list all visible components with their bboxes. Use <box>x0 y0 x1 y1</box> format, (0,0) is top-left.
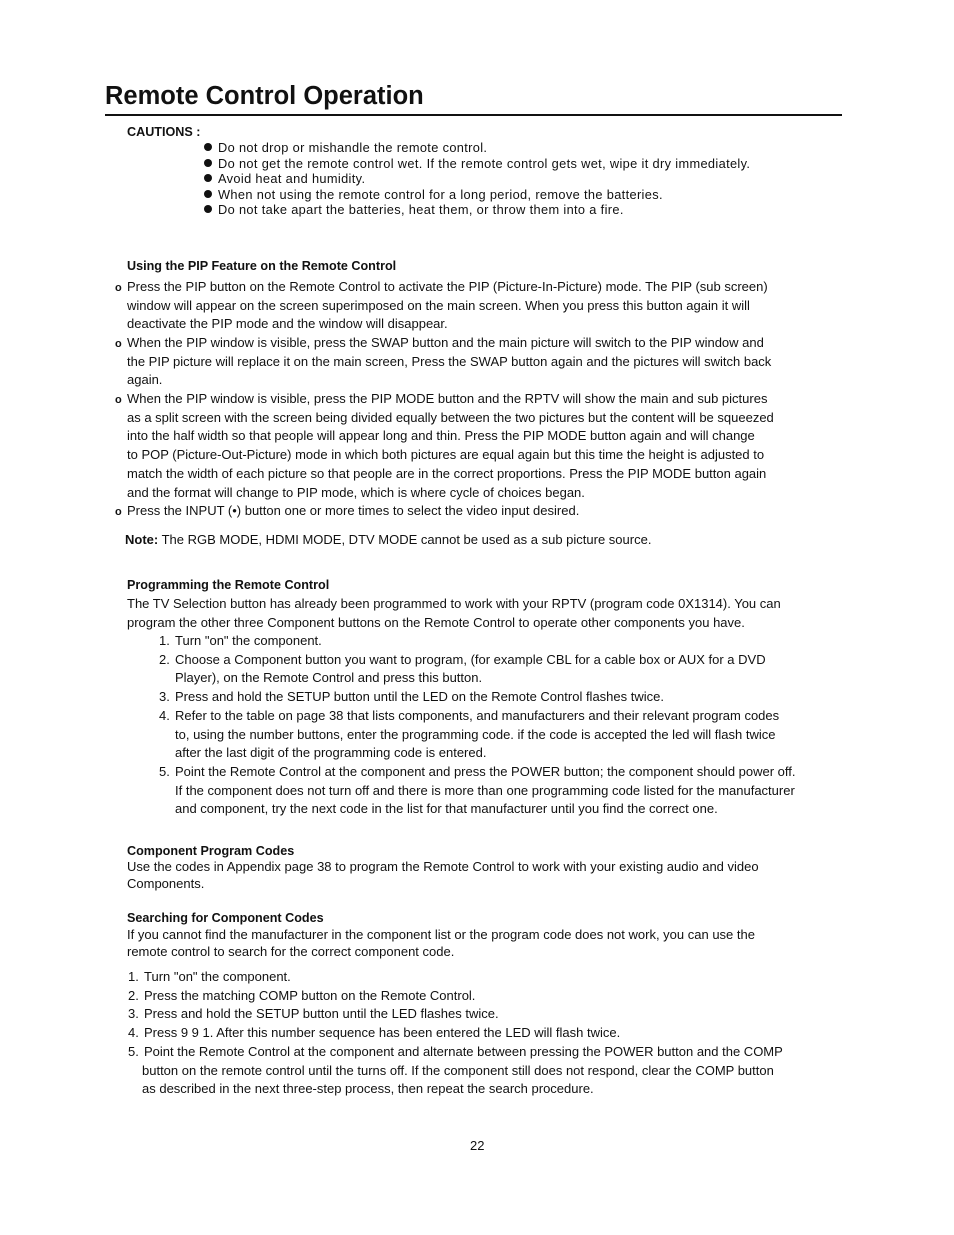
cautions-heading: CAUTIONS : <box>127 125 201 139</box>
programming-steps <box>159 632 796 819</box>
list-item: 1. Turn "on" the component. <box>128 969 291 984</box>
caution-item: Do not get the remote control wet. If the remote control gets wet, wipe it dry immediately. <box>204 156 750 172</box>
circle-bullet-icon: o <box>115 394 122 406</box>
pip-note: Note: The RGB MODE, HDMI MODE, DTV MODE cannot be used as a sub picture source. <box>125 532 652 547</box>
bullet-icon <box>204 190 212 198</box>
bullet-icon <box>204 143 212 151</box>
circle-bullet-icon: o <box>115 338 122 350</box>
pip-item: Press the PIP button on the Remote Control to activate the PIP (Picture-In-Picture) mode. The PIP (sub screen) window will appear on the screen superimposed on the main screen. When you press this button again it will deactivate the PIP mode and the window will disappear. <box>127 279 768 332</box>
searching-intro: If you cannot find the manufacturer in the component list or the program code does not work, you can use the remote control to search for the correct component code. <box>127 927 755 959</box>
caution-item: When not using the remote control for a long period, remove the batteries. <box>204 187 750 203</box>
caution-item: Do not drop or mishandle the remote control. <box>204 140 750 156</box>
page-number: 22 <box>470 1138 485 1153</box>
bullet-icon <box>204 174 212 182</box>
list-item: 4. Refer to the table on page 38 that lists components, and manufacturers and their relevant program codes to, using the number buttons, enter the programming code. if the code is accepted the led will flash twice after the last digit of the programming code is entered. <box>159 707 780 761</box>
pip-heading: Using the PIP Feature on the Remote Control <box>127 259 397 273</box>
list-item: 4. Press 9 9 1. After this number sequence has been entered the LED will flash twice. <box>128 1025 621 1041</box>
bullet-icon <box>204 205 212 213</box>
programming-heading: Programming the Remote Control <box>127 578 330 592</box>
list-item: 3. Press and hold the SETUP button until the LED on the Remote Control flashes twice. <box>159 689 664 705</box>
cautions-list <box>204 140 750 218</box>
page-title: Remote Control Operation <box>105 82 424 110</box>
searching-heading: Searching for Component Codes <box>127 911 324 925</box>
caution-item: Avoid heat and humidity. <box>204 171 750 187</box>
circle-bullet-icon: o <box>115 506 122 518</box>
circle-bullet-icon: o <box>115 282 122 294</box>
list-item: 5. Point the Remote Control at the component and press the POWER button; the component should power off. If the component does not turn off and there is more than one programming code listed for the manufacturer and component, try the next code in the list for that manufacturer until you find the correct one. <box>159 763 796 817</box>
searching-steps <box>128 968 783 1099</box>
list-item: 2. Choose a Component button you want to program, (for example CBL for a cable box or AUX for a DVD Player), on the Remote Control and press this button. <box>159 651 766 686</box>
bullet-icon <box>204 159 212 167</box>
pip-item: When the PIP window is visible, press the PIP MODE button and the RPTV will show the main and sub pictures as a split screen with the screen being divided equally between the two pictures but the content will be squeezed into the half width so that people will appear long and thin. Press the PIP MODE button again and will change to POP (Picture-Out-Picture) mode in which both pictures are equal again but this time the height is adjusted to match the width of each picture so that people are in the correct proportions. Press the PIP MODE button again and the format will change to PIP mode, which is where cycle of choices began. <box>127 391 774 500</box>
programming-intro: The TV Selection button has already been programmed to work with your RPTV (program code 0X1314). You can program the other three Component buttons on the Remote Control to operate other components you have. <box>127 596 781 630</box>
caution-item: Do not take apart the batteries, heat them, or throw them into a fire. <box>204 202 750 218</box>
component-codes-heading: Component Program Codes <box>127 844 295 858</box>
list-item: 3. Press and hold the SETUP button until the LED flashes twice. <box>128 1006 499 1022</box>
title-divider <box>105 114 842 116</box>
component-codes-text: Use the codes in Appendix page 38 to program the Remote Control to work with your existing audio and video Components. <box>127 859 759 891</box>
list-item: 2. Press the matching COMP button on the Remote Control. <box>128 987 476 1003</box>
list-item: 1. Turn "on" the component. <box>159 633 322 648</box>
list-item: 5. Point the Remote Control at the component and alternate between pressing the POWER button and the COMP button on the remote control until the turns off. If the component still does not respond, clear the COMP button as described in the next three-step process, then repeat the search procedure. <box>128 1043 783 1097</box>
pip-item: Press the INPUT (•) button one or more times to select the video input desired. <box>127 503 580 518</box>
pip-item: When the PIP window is visible, press the SWAP button and the main picture will switch to the PIP window and the PIP picture will replace it on the main screen, Press the SWAP button again and the pictures will switch back again. <box>127 335 772 388</box>
